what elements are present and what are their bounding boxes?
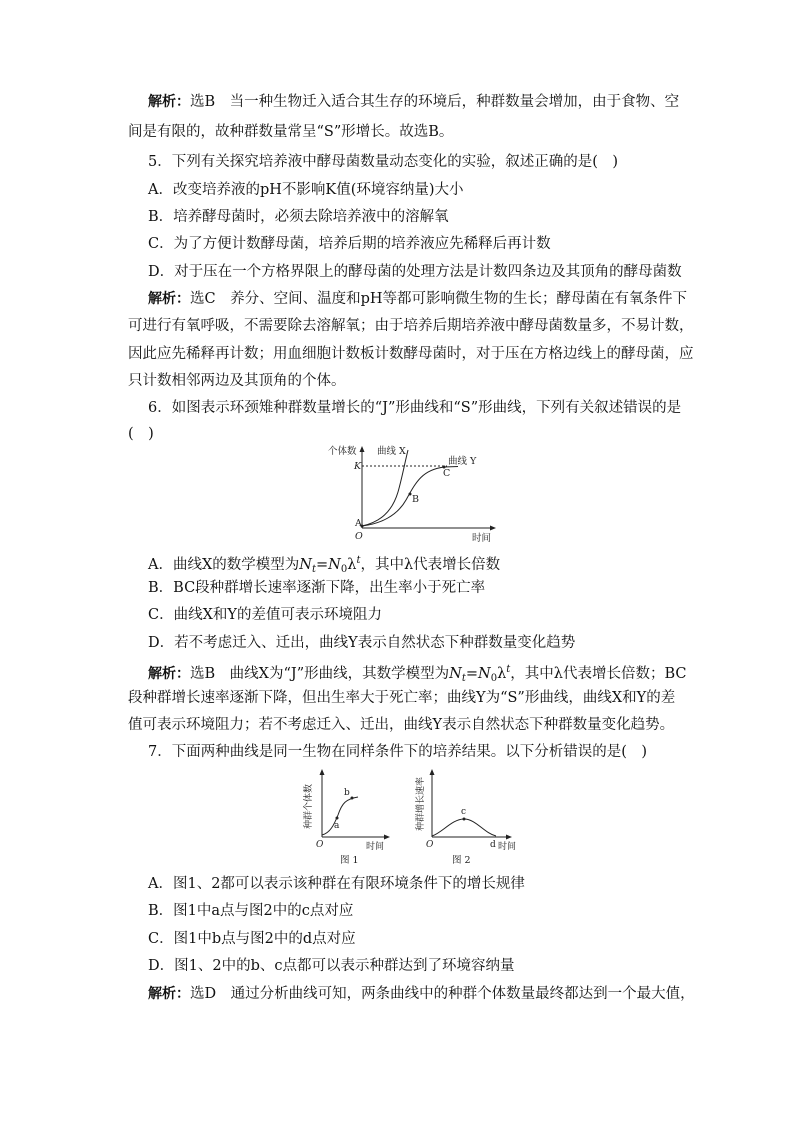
figure-7-graphs xyxy=(292,765,532,869)
analysis-label: 解析： xyxy=(148,666,190,682)
fig7-fig1-ylabel: 种群个体数 xyxy=(304,783,314,829)
y-axis-arrow xyxy=(360,446,365,452)
fig6-point-a-label: A xyxy=(355,518,362,529)
question-6-line-1: 6．如图表示环颈雉种群数量增长的“J”形曲线和“S”形曲线，下列有关叙述错误的是 xyxy=(148,400,682,416)
answer-5-line-1: 解析：选C 养分、空间、温度和pH等都可影响微生物的生长；酵母菌在有氧条件下 xyxy=(148,291,688,307)
answer-5-line-4: 只计数相邻两边及其顶角的个体。 xyxy=(128,373,346,389)
question-5-option-a: A．改变培养液的pH不影响K值(环境容纳量)大小 xyxy=(148,182,464,198)
answer-6-line-1: 解析：选B 曲线X为“J”形曲线，其数学模型为$N_t=N_0\lambda^t$，其中λ代表增长倍数；BC xyxy=(148,664,687,684)
graph-2-point-c xyxy=(463,818,466,821)
fig7-fig2-xlabel: 时间 xyxy=(498,842,517,852)
question-6-option-c: C．曲线X和Y的差值可表示环境阻力 xyxy=(148,607,382,623)
graph-2 xyxy=(430,769,513,840)
formula-j-curve: $N_t=N_0\lambda^t$ xyxy=(299,555,361,575)
analysis-label: 解析： xyxy=(148,291,190,307)
fig7-fig2-point-c-label: c xyxy=(461,807,467,817)
answer-5-line-3: 因此应先稀释再计数；用血细胞计数板计数酵母菌时，对于压在方格边线上的酵母菌，应 xyxy=(128,346,694,362)
graph-1 xyxy=(320,769,391,840)
fig6-point-c-label: C xyxy=(443,468,451,479)
fig6-point-b-label: B xyxy=(412,494,419,505)
question-6-option-d: D．若不考虑迁入、迁出，曲线Y表示自然状态下种群数量变化趋势 xyxy=(148,635,576,651)
fig6-ylabel: 个体数 xyxy=(328,446,357,457)
question-7-option-c: C．图1中b点与图2中的d点对应 xyxy=(148,931,356,947)
answer-5-line-2: 可进行有氧呼吸，不需要除去溶解氧；由于培养后期培养液中酵母菌数量多，不易计数， xyxy=(128,318,694,334)
curve-x-path xyxy=(362,450,408,526)
fig7-fig2-ylabel: 种群增长速率 xyxy=(416,776,426,831)
question-7-option-b: B．图1中a点与图2中的c点对应 xyxy=(148,903,354,919)
question-7-option-a: A．图1、2都可以表示该种群在有限环境条件下的增长规律 xyxy=(148,876,525,892)
question-5-option-b: B．培养酵母菌时，必须去除培养液中的溶解氧 xyxy=(148,209,449,225)
fig7-fig2-caption: 图 2 xyxy=(452,855,471,866)
answer-7-line-1: 解析：选D 通过分析曲线可知，两条曲线中的种群个体数量最终都达到一个最大值， xyxy=(148,986,695,1002)
answer-4-line-1: 解析：选B 当一种生物迁入适合其生存的环境后，种群数量会增加，由于食物、空 xyxy=(148,94,680,110)
fig7-fig2-origin: O xyxy=(426,840,434,850)
fig7-fig1-caption: 图 1 xyxy=(340,855,359,866)
fig7-fig1-point-a-label: a xyxy=(334,821,340,831)
fig6-xlabel: 时间 xyxy=(472,533,492,544)
question-6-option-a: A．曲线X的数学模型为$N_t=N_0\lambda^t$，其中λ代表增长倍数 xyxy=(148,555,501,575)
analysis-label: 解析： xyxy=(148,986,190,1002)
question-6-option-b: B．BC段种群增长速率逐渐下降，出生率小于死亡率 xyxy=(148,580,486,596)
fig7-fig1-origin: O xyxy=(316,840,324,850)
fig7-fig2-point-d-label: d xyxy=(490,840,496,850)
answer-4-line-2: 间是有限的，故种群数量常呈“S”形增长。故选B。 xyxy=(128,124,454,140)
fig6-k-label: K xyxy=(354,461,362,472)
figure-6-growth-curves xyxy=(322,440,502,548)
fig7-fig1-point-b-label: b xyxy=(344,788,350,798)
x-axis-arrow xyxy=(490,526,496,531)
analysis-label: 解析： xyxy=(148,94,190,110)
graph-1-point-a xyxy=(336,817,339,820)
question-5: 5．下列有关探究培养液中酵母菌数量动态变化的实验，叙述正确的是( ) xyxy=(148,154,619,170)
fig6-curve-x-label: 曲线 X xyxy=(377,446,406,457)
answer-6-line-3: 值可表示环境阻力；若不考虑迁入、迁出，曲线Y表示自然状态下种群数量变化趋势。 xyxy=(128,717,675,733)
fig6-origin-label: O xyxy=(355,531,363,542)
question-7-option-d: D．图1、2中的b、c点都可以表示种群达到了环境容纳量 xyxy=(148,958,515,974)
question-7: 7．下面两种曲线是同一生物在同样条件下的培养结果。以下分析错误的是( ) xyxy=(148,744,648,760)
graph-1-point-b xyxy=(351,797,354,800)
graph-2-bell-curve xyxy=(432,819,496,836)
fig6-curve-y-label: 曲线 Y xyxy=(448,456,477,467)
fig7-fig1-xlabel: 时间 xyxy=(366,842,385,852)
question-6-line-2: ( ) xyxy=(128,426,154,442)
answer-6-line-2: 段种群增长速率逐渐下降，但出生率大于死亡率；曲线Y为“S”形曲线，曲线X和Y的差 xyxy=(128,690,676,706)
question-5-option-d: D．对于压在一个方格界限上的酵母菌的处理方法是计数四条边及其顶角的酵母菌数 xyxy=(148,264,682,280)
graph-1-s-curve xyxy=(322,797,358,835)
formula-j-curve: $N_t=N_0\lambda^t$ xyxy=(449,664,511,684)
question-5-option-c: C．为了方便计数酵母菌，培养后期的培养液应先稀释后再计数 xyxy=(148,236,551,252)
